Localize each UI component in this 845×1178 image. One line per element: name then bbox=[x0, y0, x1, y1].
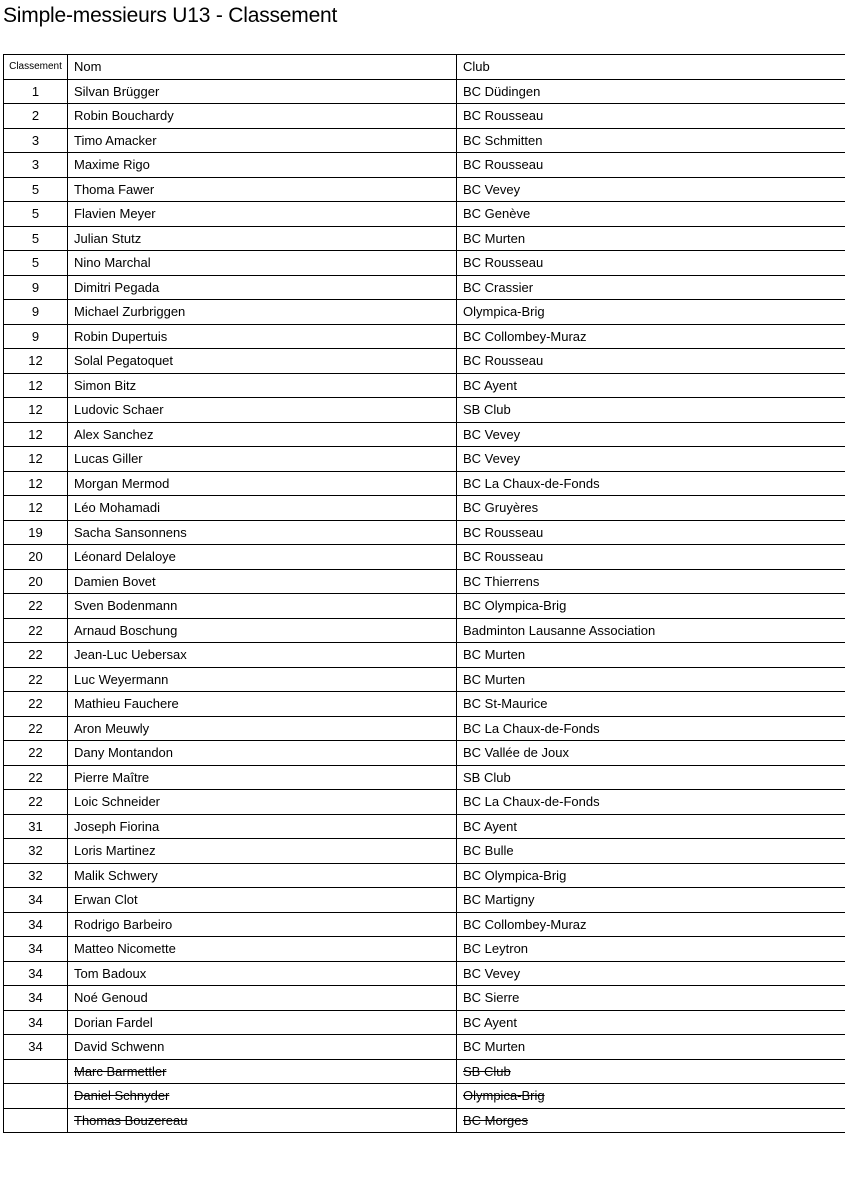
name-cell: Lucas Giller bbox=[68, 447, 457, 472]
name-cell: Dimitri Pegada bbox=[68, 275, 457, 300]
club-cell: BC St-Maurice bbox=[457, 692, 845, 717]
table-row bbox=[4, 153, 845, 178]
table-row bbox=[4, 1035, 845, 1060]
rank-cell: 5 bbox=[4, 177, 68, 202]
rank-cell: 22 bbox=[4, 618, 68, 643]
club-cell: BC Vallée de Joux bbox=[457, 741, 845, 766]
name-cell: Léo Mohamadi bbox=[68, 496, 457, 521]
withdrawn-row bbox=[4, 1108, 845, 1133]
rank-cell: 22 bbox=[4, 716, 68, 741]
rank-cell bbox=[4, 1084, 68, 1109]
rank-cell: 22 bbox=[4, 692, 68, 717]
name-cell: Luc Weyermann bbox=[68, 667, 457, 692]
club-cell: BC Murten bbox=[457, 643, 845, 668]
rank-cell: 34 bbox=[4, 888, 68, 913]
club-cell: BC Genève bbox=[457, 202, 845, 227]
table-row bbox=[4, 447, 845, 472]
rank-column-header: Classement bbox=[4, 55, 68, 80]
rank-cell: 34 bbox=[4, 912, 68, 937]
table-row bbox=[4, 128, 845, 153]
table-row bbox=[4, 863, 845, 888]
club-cell: BC Rousseau bbox=[457, 251, 845, 276]
name-cell: Malik Schwery bbox=[68, 863, 457, 888]
rank-cell: 34 bbox=[4, 986, 68, 1011]
page-title: Simple-messieurs U13 - Classement bbox=[3, 4, 338, 27]
club-cell: BC Vevey bbox=[457, 447, 845, 472]
table-body bbox=[4, 79, 845, 1133]
rank-cell bbox=[4, 1059, 68, 1084]
club-cell: BC Morges bbox=[457, 1108, 845, 1133]
table-row bbox=[4, 471, 845, 496]
rank-cell: 12 bbox=[4, 471, 68, 496]
rank-cell: 9 bbox=[4, 275, 68, 300]
club-cell: BC Vevey bbox=[457, 422, 845, 447]
club-cell: BC Ayent bbox=[457, 373, 845, 398]
name-cell: Nino Marchal bbox=[68, 251, 457, 276]
club-cell: BC Murten bbox=[457, 1035, 845, 1060]
rank-cell: 22 bbox=[4, 643, 68, 668]
table-row bbox=[4, 692, 845, 717]
rank-cell: 5 bbox=[4, 226, 68, 251]
name-cell: Rodrigo Barbeiro bbox=[68, 912, 457, 937]
club-cell: BC La Chaux-de-Fonds bbox=[457, 471, 845, 496]
name-cell: Damien Bovet bbox=[68, 569, 457, 594]
name-cell: Sven Bodenmann bbox=[68, 594, 457, 619]
table-row bbox=[4, 79, 845, 104]
table-row bbox=[4, 986, 845, 1011]
table-row bbox=[4, 349, 845, 374]
rank-cell: 20 bbox=[4, 569, 68, 594]
name-cell: Léonard Delaloye bbox=[68, 545, 457, 570]
club-cell: BC Murten bbox=[457, 226, 845, 251]
name-cell: Thoma Fawer bbox=[68, 177, 457, 202]
rank-cell: 22 bbox=[4, 594, 68, 619]
name-cell: Jean-Luc Uebersax bbox=[68, 643, 457, 668]
rank-cell: 34 bbox=[4, 961, 68, 986]
club-cell: BC Gruyères bbox=[457, 496, 845, 521]
table-row bbox=[4, 961, 845, 986]
rank-cell: 2 bbox=[4, 104, 68, 129]
table-row bbox=[4, 912, 845, 937]
rank-cell: 12 bbox=[4, 422, 68, 447]
name-cell: Noé Genoud bbox=[68, 986, 457, 1011]
name-cell: Timo Amacker bbox=[68, 128, 457, 153]
withdrawn-row bbox=[4, 1084, 845, 1109]
club-cell: BC Ayent bbox=[457, 814, 845, 839]
name-cell: Julian Stutz bbox=[68, 226, 457, 251]
table-row bbox=[4, 839, 845, 864]
name-cell: Solal Pegatoquet bbox=[68, 349, 457, 374]
club-cell: BC Olympica-Brig bbox=[457, 594, 845, 619]
table-row bbox=[4, 226, 845, 251]
name-cell: Matteo Nicomette bbox=[68, 937, 457, 962]
club-cell: BC Vevey bbox=[457, 177, 845, 202]
club-cell: BC Rousseau bbox=[457, 153, 845, 178]
club-cell: BC Olympica-Brig bbox=[457, 863, 845, 888]
club-cell: BC Vevey bbox=[457, 961, 845, 986]
name-cell: Arnaud Boschung bbox=[68, 618, 457, 643]
table-row bbox=[4, 373, 845, 398]
table-header bbox=[4, 55, 845, 80]
club-cell: BC Ayent bbox=[457, 1010, 845, 1035]
club-cell: BC Düdingen bbox=[457, 79, 845, 104]
club-cell: BC Murten bbox=[457, 667, 845, 692]
table-row bbox=[4, 716, 845, 741]
name-cell: Tom Badoux bbox=[68, 961, 457, 986]
name-cell: Robin Dupertuis bbox=[68, 324, 457, 349]
name-cell: Dorian Fardel bbox=[68, 1010, 457, 1035]
club-cell: BC Martigny bbox=[457, 888, 845, 913]
rank-cell: 3 bbox=[4, 128, 68, 153]
club-cell: BC Rousseau bbox=[457, 520, 845, 545]
table-row bbox=[4, 496, 845, 521]
rank-cell: 12 bbox=[4, 496, 68, 521]
table-row bbox=[4, 422, 845, 447]
rank-cell: 32 bbox=[4, 839, 68, 864]
rank-cell: 32 bbox=[4, 863, 68, 888]
club-cell: BC La Chaux-de-Fonds bbox=[457, 790, 845, 815]
name-cell: Mathieu Fauchere bbox=[68, 692, 457, 717]
header-row bbox=[4, 55, 845, 80]
rank-cell: 22 bbox=[4, 667, 68, 692]
name-cell: David Schwenn bbox=[68, 1035, 457, 1060]
name-cell: Joseph Fiorina bbox=[68, 814, 457, 839]
rank-cell: 5 bbox=[4, 251, 68, 276]
name-column-header: Nom bbox=[68, 55, 457, 80]
name-cell: Simon Bitz bbox=[68, 373, 457, 398]
name-cell: Aron Meuwly bbox=[68, 716, 457, 741]
rank-cell: 20 bbox=[4, 545, 68, 570]
rank-cell: 34 bbox=[4, 1010, 68, 1035]
club-cell: Olympica-Brig bbox=[457, 300, 845, 325]
club-cell: BC Rousseau bbox=[457, 349, 845, 374]
table-row bbox=[4, 275, 845, 300]
rank-cell: 22 bbox=[4, 765, 68, 790]
name-cell: Marc Barmettler bbox=[68, 1059, 457, 1084]
name-cell: Loris Martinez bbox=[68, 839, 457, 864]
rank-cell: 3 bbox=[4, 153, 68, 178]
rank-cell: 31 bbox=[4, 814, 68, 839]
name-cell: Daniel Schnyder bbox=[68, 1084, 457, 1109]
rank-cell: 1 bbox=[4, 79, 68, 104]
club-cell: BC Crassier bbox=[457, 275, 845, 300]
name-cell: Silvan Brügger bbox=[68, 79, 457, 104]
club-cell: SB Club bbox=[457, 398, 845, 423]
ranking-table bbox=[3, 54, 845, 1133]
table-row bbox=[4, 594, 845, 619]
rank-cell: 19 bbox=[4, 520, 68, 545]
club-cell: BC Schmitten bbox=[457, 128, 845, 153]
table-row bbox=[4, 251, 845, 276]
table-row bbox=[4, 765, 845, 790]
name-cell: Robin Bouchardy bbox=[68, 104, 457, 129]
name-cell: Thomas Bouzereau bbox=[68, 1108, 457, 1133]
club-cell: Olympica-Brig bbox=[457, 1084, 845, 1109]
rank-cell: 22 bbox=[4, 790, 68, 815]
table-row bbox=[4, 618, 845, 643]
club-cell: BC Collombey-Muraz bbox=[457, 912, 845, 937]
rank-cell: 12 bbox=[4, 398, 68, 423]
rank-cell: 22 bbox=[4, 741, 68, 766]
name-cell: Maxime Rigo bbox=[68, 153, 457, 178]
club-cell: BC Leytron bbox=[457, 937, 845, 962]
name-cell: Loic Schneider bbox=[68, 790, 457, 815]
withdrawn-row bbox=[4, 1059, 845, 1084]
club-cell: BC La Chaux-de-Fonds bbox=[457, 716, 845, 741]
table-row bbox=[4, 104, 845, 129]
club-cell: BC Rousseau bbox=[457, 104, 845, 129]
table-row bbox=[4, 569, 845, 594]
table-row bbox=[4, 545, 845, 570]
table-row bbox=[4, 814, 845, 839]
table-row bbox=[4, 324, 845, 349]
club-cell: BC Thierrens bbox=[457, 569, 845, 594]
name-cell: Erwan Clot bbox=[68, 888, 457, 913]
name-cell: Flavien Meyer bbox=[68, 202, 457, 227]
rank-cell: 12 bbox=[4, 447, 68, 472]
name-cell: Alex Sanchez bbox=[68, 422, 457, 447]
club-cell: Badminton Lausanne Association bbox=[457, 618, 845, 643]
rank-cell: 12 bbox=[4, 373, 68, 398]
club-cell: SB Club bbox=[457, 765, 845, 790]
table-row bbox=[4, 300, 845, 325]
rank-cell: 9 bbox=[4, 324, 68, 349]
club-cell: BC Collombey-Muraz bbox=[457, 324, 845, 349]
name-cell: Sacha Sansonnens bbox=[68, 520, 457, 545]
rank-cell: 12 bbox=[4, 349, 68, 374]
table-row bbox=[4, 177, 845, 202]
rank-cell: 5 bbox=[4, 202, 68, 227]
table-row bbox=[4, 643, 845, 668]
name-cell: Ludovic Schaer bbox=[68, 398, 457, 423]
table-row bbox=[4, 1010, 845, 1035]
table-row bbox=[4, 520, 845, 545]
table-row bbox=[4, 741, 845, 766]
club-cell: BC Bulle bbox=[457, 839, 845, 864]
table-row bbox=[4, 888, 845, 913]
table-row bbox=[4, 202, 845, 227]
table-row bbox=[4, 667, 845, 692]
rank-cell: 9 bbox=[4, 300, 68, 325]
name-cell: Pierre Maître bbox=[68, 765, 457, 790]
table-row bbox=[4, 937, 845, 962]
name-cell: Morgan Mermod bbox=[68, 471, 457, 496]
name-cell: Dany Montandon bbox=[68, 741, 457, 766]
club-column-header: Club bbox=[457, 55, 845, 80]
rank-cell bbox=[4, 1108, 68, 1133]
club-cell: SB Club bbox=[457, 1059, 845, 1084]
table-row bbox=[4, 790, 845, 815]
club-cell: BC Rousseau bbox=[457, 545, 845, 570]
name-cell: Michael Zurbriggen bbox=[68, 300, 457, 325]
club-cell: BC Sierre bbox=[457, 986, 845, 1011]
table-row bbox=[4, 398, 845, 423]
rank-cell: 34 bbox=[4, 937, 68, 962]
rank-cell: 34 bbox=[4, 1035, 68, 1060]
